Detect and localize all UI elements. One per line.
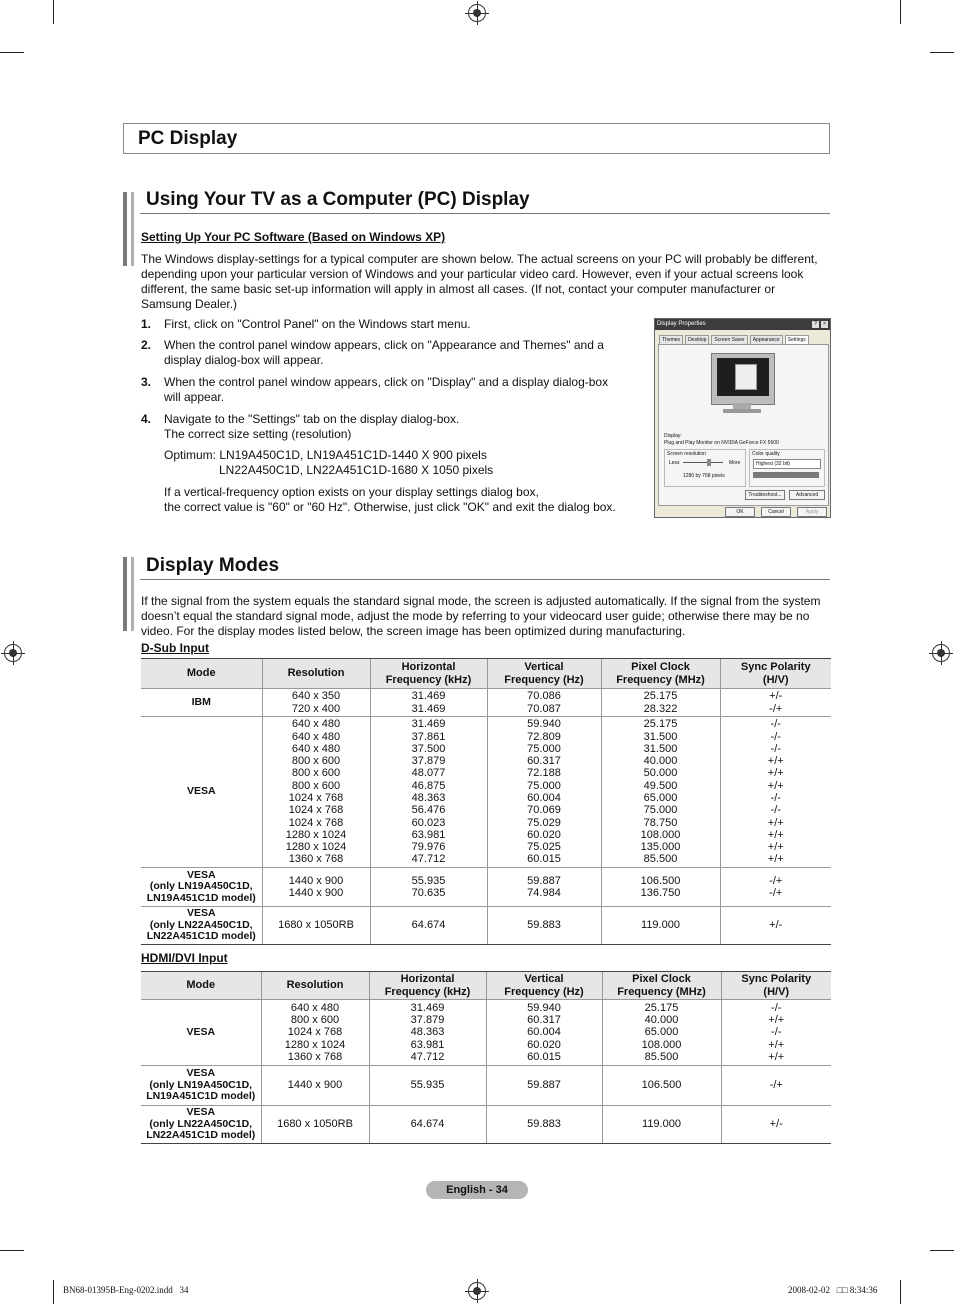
- cell-sync: -/- +/+ -/- +/+ +/+: [721, 1000, 831, 1066]
- hdmi-modes-table: [141, 971, 831, 1144]
- advanced-button: Advanced: [789, 490, 825, 500]
- print-slug-left: BN68-01395B-Eng-0202.indd 34: [63, 1285, 189, 1295]
- table-row: [141, 868, 831, 907]
- color-select: Highest (32 bit): [753, 459, 821, 469]
- resolution-slider: [683, 462, 723, 463]
- crop-mark: [900, 1280, 901, 1304]
- col-header-sync: Sync Polarity (H/V): [720, 659, 831, 689]
- cell-resolution: 640 x 480 800 x 600 1024 x 768 1280 x 1024 1360 x 768: [261, 1000, 369, 1066]
- col-header-mode: Mode: [141, 972, 261, 1000]
- cell-vertical: 59.940 60.317 60.004 60.020 60.015: [486, 1000, 602, 1066]
- col-header-mode: Mode: [141, 659, 262, 689]
- cell-resolution: 1440 x 900: [261, 1066, 369, 1106]
- step-text: When the control panel window appears, click on "Display" and a display dialog-box will appear.: [164, 375, 609, 404]
- tab-settings: Settings: [785, 335, 809, 345]
- tab-screen-saver: Screen Saver: [711, 335, 747, 345]
- section-bar: [123, 557, 127, 631]
- col-header-vertical: Vertical Frequency (Hz): [487, 659, 601, 689]
- cell-pixel-clock: 25.175 40.000 65.000 108.000 85.500: [602, 1000, 721, 1066]
- col-header-horizontal: Horizontal Frequency (kHz): [369, 972, 486, 1000]
- subsection-title: Setting Up Your PC Software (Based on Windows XP): [141, 230, 446, 244]
- step-number: 4.: [141, 412, 152, 426]
- step-text: When the control panel window appears, click on "Appearance and Themes" and a display dialog-box will appear.: [164, 338, 604, 367]
- cell-mode: IBM: [141, 689, 262, 717]
- optimum-line: Optimum: LN19A450C1D, LN19A451C1D-1440 X 900 pixels: [164, 448, 487, 462]
- tab-themes: Themes: [659, 335, 683, 345]
- cell-sync: +/-: [720, 907, 831, 945]
- cell-pixel-clock: 25.175 28.322: [601, 689, 720, 717]
- crop-mark: [930, 1250, 954, 1251]
- troubleshoot-button: Troubleshoot...: [745, 490, 785, 500]
- monitor-icon: [711, 353, 775, 405]
- table-row: [141, 1066, 831, 1106]
- dsub-input-label: D-Sub Input: [141, 641, 209, 655]
- section-rule: [140, 579, 830, 580]
- crop-mark: [0, 1250, 24, 1251]
- chapter-title: PC Display: [138, 128, 238, 149]
- dialog-titlebar: Display Properties: [655, 319, 830, 330]
- table-row: [141, 1000, 831, 1066]
- section-bar: [131, 557, 134, 631]
- apply-button: Apply: [797, 507, 827, 517]
- col-header-pixel-clock: Pixel Clock Frequency (MHz): [602, 972, 721, 1000]
- cell-horizontal: 31.469 37.879 48.363 63.981 47.712: [369, 1000, 486, 1066]
- table-row: [141, 1106, 831, 1144]
- cell-vertical: 59.883: [487, 907, 601, 945]
- registration-mark-icon: [932, 644, 950, 662]
- color-bar: [753, 472, 819, 478]
- cell-sync: +/-: [721, 1106, 831, 1144]
- step-number: 2.: [141, 338, 152, 352]
- cell-horizontal: 31.469 37.861 37.500 37.879 48.077 46.875 48.363 56.476 60.023 63.981 79.976 47.712: [370, 717, 487, 868]
- step-text: Navigate to the "Settings" tab on the display dialog-box. The correct size setting (resolution): [164, 412, 460, 441]
- col-header-sync: Sync Polarity (H/V): [721, 972, 831, 1000]
- cell-resolution: 1440 x 900 1440 x 900: [262, 868, 370, 907]
- cancel-button: Cancel: [761, 507, 791, 517]
- crop-mark: [53, 0, 54, 24]
- step-number: 1.: [141, 317, 152, 331]
- cell-mode: VESA (only LN22A450C1D, LN22A451C1D model): [141, 907, 262, 945]
- color-group: Color quality Highest (32 bit): [749, 449, 825, 487]
- cell-pixel-clock: 119.000: [602, 1106, 721, 1144]
- cell-resolution: 1680 x 1050RB: [262, 907, 370, 945]
- print-slug-right: 2008-02-02 □□ 8:34:36: [788, 1285, 878, 1295]
- close-icon: ×: [821, 321, 828, 328]
- cell-sync: -/- -/- -/- +/+ +/+ +/+ -/- -/- +/+ +/+ +/+ +/+: [720, 717, 831, 868]
- section-title: Using Your TV as a Computer (PC) Display: [146, 189, 530, 210]
- cell-horizontal: 55.935 70.635: [370, 868, 487, 907]
- col-header-resolution: Resolution: [262, 659, 370, 689]
- table-row: [141, 689, 831, 717]
- section-title: Display Modes: [146, 555, 280, 576]
- ok-button: OK: [725, 507, 755, 517]
- resolution-group: Screen resolution Less More 1280 by 768 pixels: [664, 449, 746, 487]
- display-properties-dialog: [654, 318, 831, 518]
- cell-horizontal: 55.935: [369, 1066, 486, 1106]
- display-modes-intro: If the signal from the system equals the standard signal mode, the screen is adjusted automatically. If the signal from the system doesn’t equal the standard signal mode, adjust the mode by referring to your videocard user guide; otherwise there may be no video. For the display modes listed below, the screen image has been optimized during manufacturing.: [141, 594, 821, 638]
- help-icon: ?: [812, 321, 819, 328]
- cell-pixel-clock: 106.500: [602, 1066, 721, 1106]
- display-value: Plug and Play Monitor on NVIDIA GeForce FX 5600: [664, 440, 779, 446]
- col-header-resolution: Resolution: [261, 972, 369, 1000]
- step-number: 3.: [141, 375, 152, 389]
- table-row: [141, 907, 831, 945]
- step-text: First, click on "Control Panel" on the Windows start menu.: [164, 317, 471, 331]
- col-header-vertical: Vertical Frequency (Hz): [486, 972, 602, 1000]
- optimum-line: LN22A450C1D, LN22A451C1D-1680 X 1050 pixels: [219, 463, 494, 477]
- crop-mark: [930, 52, 954, 53]
- chapter-header: [123, 123, 830, 154]
- cell-vertical: 59.887 74.984: [487, 868, 601, 907]
- intro-paragraph: The Windows display-settings for a typical computer are shown below. The actual screens on your PC will probably be different, depending upon your particular version of Windows and your particular video card. However, even if your actual screens look different, the same basic set-up information will apply in almost all cases. (If not, contact your computer manufacturer or Samsung Dealer.): [141, 252, 818, 311]
- cell-mode: VESA (only LN19A450C1D, LN19A451C1D model): [141, 868, 262, 907]
- cell-mode: VESA (only LN19A450C1D, LN19A451C1D model): [141, 1066, 261, 1106]
- table-row: [141, 717, 831, 868]
- cell-vertical: 59.887: [486, 1066, 602, 1106]
- cell-resolution: 640 x 480 640 x 480 640 x 480 800 x 600 800 x 600 800 x 600 1024 x 768 1024 x 768 1024 x 768 1280 x 1024 1280 x 1024 1360 x 768: [262, 717, 370, 868]
- section-bar: [131, 192, 134, 266]
- hdmi-input-label: HDMI/DVI Input: [141, 951, 228, 965]
- cell-resolution: 1680 x 1050RB: [261, 1106, 369, 1144]
- cell-pixel-clock: 119.000: [601, 907, 720, 945]
- cell-resolution: 640 x 350 720 x 400: [262, 689, 370, 717]
- dsub-modes-table: [141, 658, 831, 945]
- cell-horizontal: 31.469 31.469: [370, 689, 487, 717]
- cell-sync: -/+: [721, 1066, 831, 1106]
- cell-mode: VESA: [141, 1000, 261, 1066]
- cell-sync: +/- -/+: [720, 689, 831, 717]
- cell-horizontal: 64.674: [370, 907, 487, 945]
- section-bar: [123, 192, 127, 266]
- cell-horizontal: 64.674: [369, 1106, 486, 1144]
- col-header-horizontal: Horizontal Frequency (kHz): [370, 659, 487, 689]
- registration-mark-icon: [468, 1282, 486, 1300]
- page-number: English - 34: [426, 1181, 528, 1199]
- slider-thumb: [707, 459, 711, 466]
- tab-desktop: Desktop: [685, 335, 709, 345]
- display-label: Display:: [664, 433, 682, 439]
- crop-mark: [900, 0, 901, 24]
- cell-vertical: 59.883: [486, 1106, 602, 1144]
- cell-vertical: 59.940 72.809 75.000 60.317 72.188 75.000 60.004 70.069 75.029 60.020 75.025 60.015: [487, 717, 601, 868]
- cell-sync: -/+ -/+: [720, 868, 831, 907]
- cell-vertical: 70.086 70.087: [487, 689, 601, 717]
- cell-pixel-clock: 25.175 31.500 31.500 40.000 50.000 49.500 65.000 75.000 78.750 108.000 135.000 85.500: [601, 717, 720, 868]
- col-header-pixel-clock: Pixel Clock Frequency (MHz): [601, 659, 720, 689]
- section-rule: [140, 213, 830, 214]
- cell-pixel-clock: 106.500 136.750: [601, 868, 720, 907]
- registration-mark-icon: [4, 644, 22, 662]
- cell-mode: VESA (only LN22A450C1D, LN22A451C1D model): [141, 1106, 261, 1144]
- vertical-frequency-note: If a vertical-frequency option exists on your display settings dialog box, the correct value is "60" or "60 Hz". Otherwise, just click "OK" and exit the dialog box.: [164, 485, 616, 514]
- crop-mark: [53, 1280, 54, 1304]
- crop-mark: [0, 52, 24, 53]
- tab-appearance: Appearance: [750, 335, 783, 345]
- registration-mark-icon: [468, 4, 486, 22]
- cell-mode: VESA: [141, 717, 262, 868]
- settings-pane: [658, 344, 829, 506]
